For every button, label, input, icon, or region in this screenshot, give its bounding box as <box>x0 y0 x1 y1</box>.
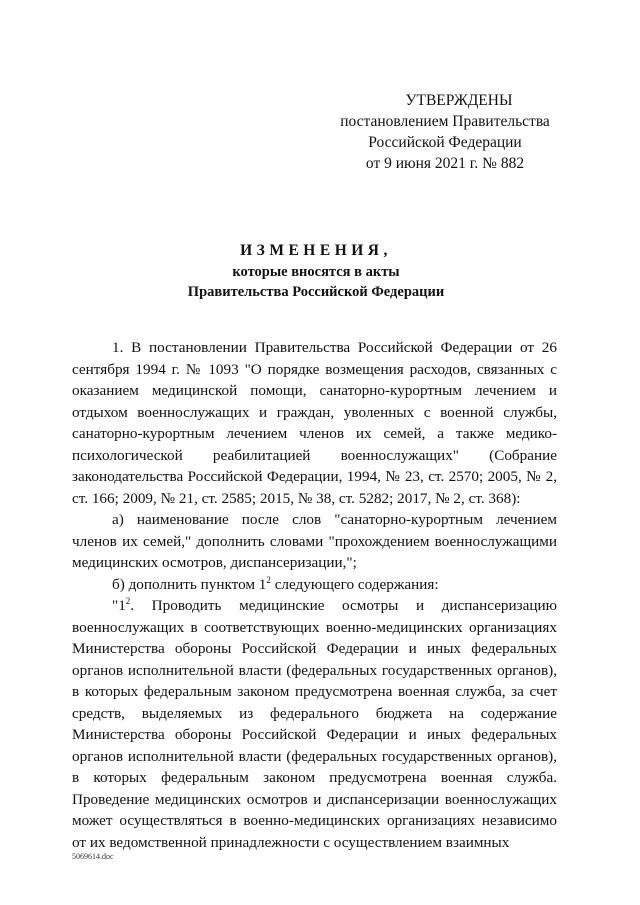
document-subtitle-1: которые вносятся в акты <box>232 264 400 280</box>
paragraph-3-text-end: следующего содержания: <box>270 575 439 593</box>
paragraph-4-open: "1 <box>112 597 126 614</box>
approval-line-1: постановлением Правительства <box>340 113 550 130</box>
document-title-block <box>72 240 560 302</box>
paragraph-2: а) наименование после слов "санаторно-курортным лечением членов их семей," дополнить словами "прохождением военнослужащими медицинских осмотров, диспансеризации,"; <box>72 511 557 571</box>
document-body <box>72 337 557 853</box>
paragraph-4-text: . Проводить медицинские осмотры и диспансеризацию военнослужащих в соответствующих военно-медицинских организациях Министерства обороны Российской Федерации и иных федеральных органов исполнительной власти (федеральных государственных органов), в которых федеральным законом предусмотрена военная служба, за счет средств, выделяемых из федерального бюджета на содержание Министерства обороны Российской Федерации и иных федеральных органов исполнительной власти (федеральных государственных органов), в которых федеральным законом предусмотрена военная служба. Проведение медицинских осмотров и диспансеризации военнослужащих может осуществляться в военно-медицинских организациях независимо от их ведомственной принадлежности с осуществлением взаимных <box>72 597 557 851</box>
paragraph-1: 1. В постановлении Правительства Российской Федерации от 26 сентября 1994 г. № 1093 "О порядке возмещения расходов, связанных с оказанием медицинской помощи, санаторно-курортным лечением и отдыхом военнослужащих и граждан, уволенных с военной службы, санаторно-курортным лечением членов их семей, а также медико-психологической реабилитацией военнослужащих" (Собрание законодательства Российской Федерации, 1994, № 23, ст. 2570; 2005, № 2, ст. 166; 2009, № 21, ст. 2585; 2015, № 38, ст. 5282; 2017, № 2, ст. 368): <box>72 339 557 507</box>
paragraph-4-superscript: 2 <box>125 596 131 606</box>
approval-stamp <box>330 90 560 174</box>
document-title: ИЗМЕНЕНИЯ, <box>240 242 392 259</box>
approval-heading: УТВЕРЖДЕНЫ <box>405 92 513 109</box>
approval-line-3: от 9 июня 2021 г. № 882 <box>365 155 525 172</box>
approval-line-2: Российской Федерации <box>368 134 522 151</box>
paragraph-3-text-start: б) дополнить пунктом 1 <box>112 575 267 593</box>
paragraph-4 <box>72 595 557 853</box>
document-file-id: 5069614.doc <box>72 852 114 861</box>
paragraph-3-superscript: 2 <box>266 574 271 585</box>
paragraph-3 <box>72 574 557 596</box>
document-subtitle-2: Правительства Российской Федерации <box>187 284 445 300</box>
